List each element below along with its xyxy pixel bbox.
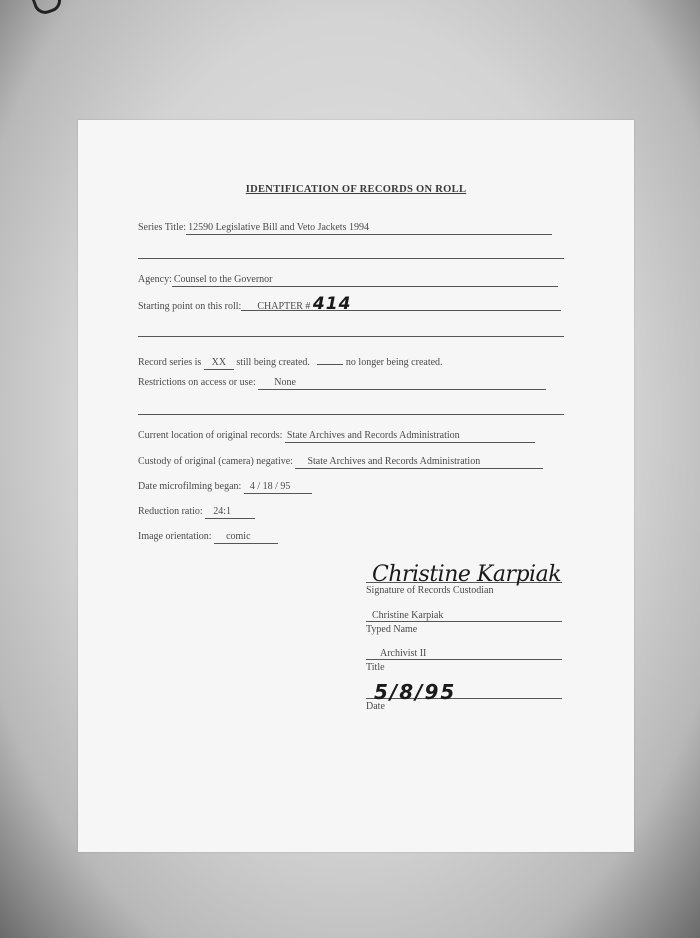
series-title-value: 12590 Legislative Bill and Veto Jackets 1994: [186, 222, 552, 235]
starting-point-label: Starting point on this roll:: [138, 301, 242, 312]
current-location-value: State Archives and Records Administration: [285, 430, 535, 443]
series-title-row: [138, 222, 552, 235]
date-began-label: Date microfilming began:: [138, 481, 242, 492]
corner-ink-mark: [32, 0, 65, 17]
custodian-signature: Christine Karpiak: [372, 562, 562, 587]
current-location-label: Current location of original records:: [138, 430, 283, 441]
starting-point-row: [138, 294, 561, 314]
date-label: Date: [366, 701, 385, 712]
title-label: Title: [366, 662, 385, 673]
reduction-row: [138, 506, 255, 519]
form-sheet: [78, 120, 634, 852]
date-block: [366, 680, 562, 712]
agency-label: Agency:: [138, 274, 172, 285]
starting-point-value: CHAPTER #: [257, 301, 311, 312]
record-series-label: Record series is: [138, 357, 202, 368]
date-began-value: 4 / 18 / 95: [244, 481, 312, 494]
starting-point-handwritten: 414: [312, 294, 352, 314]
still-created-mark: XX: [204, 357, 234, 370]
reduction-value: 24:1: [205, 506, 255, 519]
typed-name-value: Christine Karpiak: [366, 610, 562, 622]
agency-row: [138, 274, 558, 287]
signature-label: Signature of Records Custodian: [366, 585, 494, 596]
still-created-text: still being created.: [236, 357, 310, 368]
no-longer-mark: [317, 352, 343, 365]
agency-value: Counsel to the Governor: [172, 274, 558, 287]
orientation-value: comic: [214, 531, 278, 544]
form-title: IDENTIFICATION OF RECORDS ON ROLL: [245, 184, 467, 195]
record-series-row: [138, 352, 443, 370]
restrictions-label: Restrictions on access or use:: [138, 377, 256, 388]
no-longer-text: no longer being created.: [345, 357, 443, 368]
date-began-row: [138, 481, 312, 494]
signature-block: [366, 562, 562, 596]
series-title-label: Series Title:: [138, 222, 187, 233]
orientation-label: Image orientation:: [138, 531, 212, 542]
typed-name-block: [366, 610, 562, 635]
starting-point-field: [241, 294, 561, 314]
reduction-label: Reduction ratio:: [138, 506, 203, 517]
restrictions-row: [138, 377, 546, 390]
orientation-row: [138, 531, 278, 544]
typed-name-label: Typed Name: [366, 624, 418, 635]
blank-line: [138, 336, 564, 337]
restrictions-value: None: [258, 377, 546, 390]
blank-line: [138, 258, 564, 259]
title-block: [366, 648, 562, 673]
title-value: Archivist II: [366, 648, 562, 660]
custody-value: State Archives and Records Administration: [295, 456, 543, 469]
custody-label: Custody of original (camera) negative:: [138, 456, 293, 467]
signed-date-handwritten: 5/8/95: [374, 680, 457, 704]
custody-row: [138, 456, 543, 469]
blank-line: [138, 414, 564, 415]
current-location-row: [138, 430, 535, 443]
